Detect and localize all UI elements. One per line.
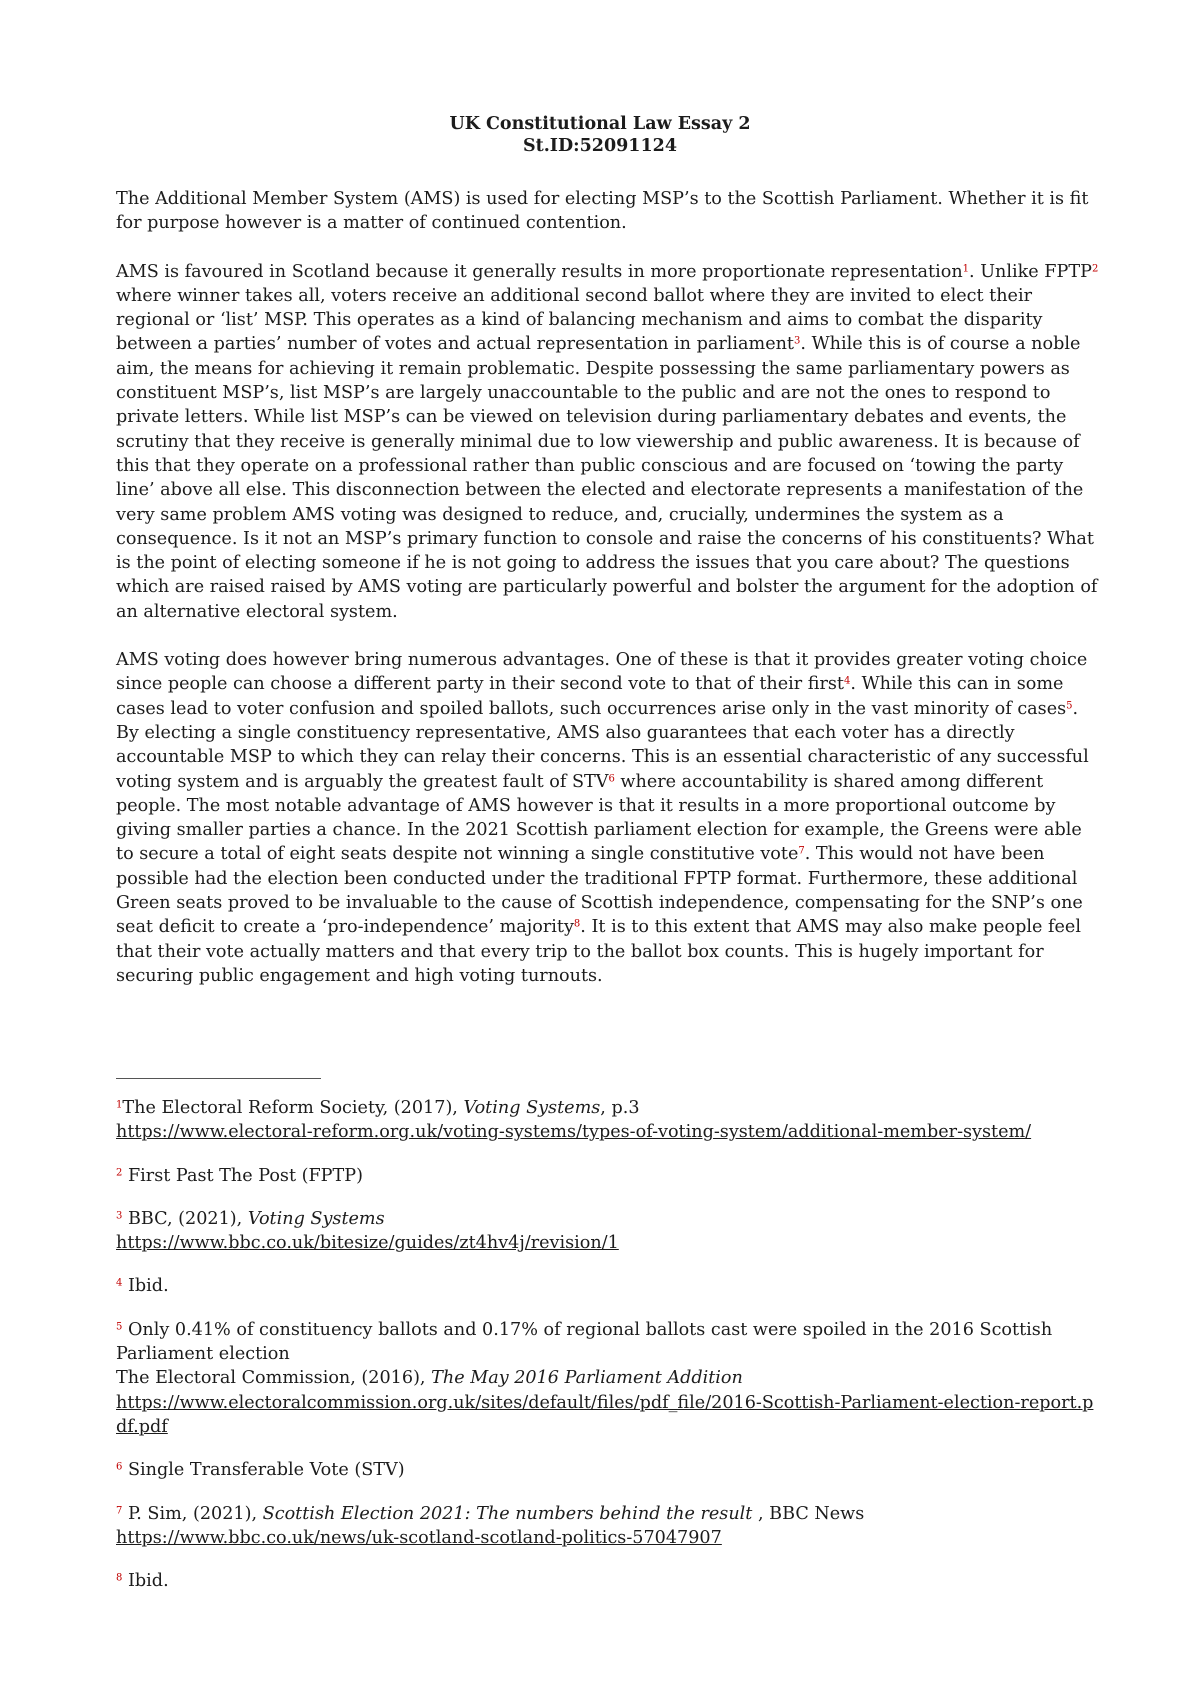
footnote-text: Single Transferable Vote (STV) bbox=[122, 1460, 405, 1481]
footnote-7 bbox=[116, 1502, 1096, 1551]
footnote-1 bbox=[116, 1096, 1096, 1145]
essay-body bbox=[116, 187, 1100, 1012]
footnote-ref-1[interactable]: 1 bbox=[962, 263, 970, 275]
footnote-title: Scottish Election 2021: The numbers behind the result bbox=[262, 1503, 753, 1524]
text-run: where accountability is shared among different people. The most notable advantage of AMS however is that it results in a more proportional outcome by giving smaller parties a chance. In the 2021 Scottish parliament election for example, the Greens were able to secure a total of eight seats despite not winning a single constitutive vote bbox=[116, 771, 1082, 865]
footnote-link[interactable]: https://www.electoral-reform.org.uk/voting-systems/types-of-voting-system/additional-member-system/ bbox=[116, 1122, 1032, 1143]
footnote-title: Voting Systems bbox=[463, 1098, 601, 1118]
footnote-number: 7 bbox=[116, 1505, 123, 1517]
footnote-ref-5[interactable]: 5 bbox=[1066, 700, 1073, 712]
footnote-ref-4[interactable]: 4 bbox=[844, 675, 851, 687]
text-run: . It is to this extent that AMS may also make people feel that their vote actually matters and that every trip to the ballot box counts. This is hugely important for securing public engagement and high voting turnouts. bbox=[116, 917, 1081, 986]
footnote-ref-6[interactable]: 6 bbox=[608, 773, 615, 785]
footnote-2 bbox=[116, 1164, 1096, 1188]
footnote-title: Voting Systems bbox=[247, 1208, 385, 1229]
footnote-title: The May 2016 Parliament Addition bbox=[431, 1368, 743, 1389]
footnote-ref-7[interactable]: 7 bbox=[798, 845, 805, 857]
document-title: UK Constitutional Law Essay 2 bbox=[449, 114, 751, 134]
footnote-number: 6 bbox=[116, 1461, 123, 1473]
footnote-text: BBC, (2021), bbox=[122, 1208, 248, 1229]
footnote-5 bbox=[116, 1318, 1096, 1439]
text-run: . While this can in some cases lead to voter confusion and spoiled ballots, such occurrences arise only in the vast minority of cases bbox=[116, 674, 1067, 719]
footnote-link[interactable]: https://www.electoralcommission.org.uk/sites/default/files/pdf_file/2016-Scottish-Parliament-election-report.pdf.pdf bbox=[116, 1392, 1094, 1437]
footnote-8 bbox=[116, 1569, 1096, 1593]
footnote-6 bbox=[116, 1458, 1096, 1482]
footnote-text: , BBC News bbox=[752, 1503, 865, 1524]
text-run: where winner takes all, voters receive an additional second ballot where they are invited to elect their regional or ‘list’ MSP. This operates as a kind of balancing mechanism and aims to combat the disparity between a parties’ number of votes and actual representation in parliament bbox=[116, 285, 1043, 355]
footnotes-section bbox=[116, 1096, 1096, 1612]
footnote-text: The Electoral Commission, (2016), bbox=[116, 1368, 432, 1389]
footnote-ref-2[interactable]: 2 bbox=[1091, 263, 1099, 275]
text-run: . While this is of course a noble aim, the means for achieving it remain problematic. Despite possessing the same parliamentary powers as constituent MSP’s, list MSP’s are largely unaccountable to the public and are not the ones to respond to private letters. While list MSP’s can be viewed on television during parliamentary debates and events, the scrutiny that they receive is generally minimal due to low viewership and public awareness. It is because of this that they operate on a professional rather than public conscious and are focused on ‘towing the party line’ above all else. This disconnection between the elected and electorate represents a manifestation of the very same problem AMS voting was designed to reduce, and, crucially, undermines the system as a consequence. Is it not an MSP’s primary function to console and raise the concerns of his constituents? What is the point of electing someone if he is not going to address the issues that you care about? The questions which are raised raised by AMS voting are particularly powerful and bolster the argument for the adoption of an alternative electoral system. bbox=[116, 334, 1098, 622]
footnote-number: 3 bbox=[116, 1210, 123, 1222]
document-header bbox=[0, 113, 1200, 157]
paragraph-disadvantages bbox=[116, 260, 1100, 624]
footnote-number: 2 bbox=[116, 1167, 123, 1179]
footnote-text: P. Sim, (2021), bbox=[122, 1503, 263, 1524]
text-run: . By electing a single constituency representative, AMS also guarantees that each voter has a directly accountable MSP to which they can relay their concerns. This is an essential characteristic of any successful voting system and is arguably the greatest fault of STV bbox=[116, 698, 1089, 792]
footnote-number: 5 bbox=[116, 1321, 123, 1333]
footnote-ref-3[interactable]: 3 bbox=[794, 335, 801, 347]
footnote-number: 1 bbox=[116, 1099, 123, 1111]
footnote-separator bbox=[116, 1078, 321, 1079]
text-run: AMS voting does however bring numerous advantages. One of these is that it provides greater voting choice since people can choose a different party in their second vote to that of their first bbox=[116, 650, 1088, 695]
footnote-number: 4 bbox=[116, 1277, 123, 1289]
footnote-text: First Past The Post (FPTP) bbox=[122, 1165, 363, 1186]
footnote-text: , p.3 bbox=[600, 1098, 640, 1118]
footnote-number: 8 bbox=[116, 1572, 123, 1584]
student-id: St.ID:52091124 bbox=[522, 136, 678, 156]
footnote-link[interactable]: https://www.bbc.co.uk/news/uk-scotland-scotland-politics-57047907 bbox=[116, 1527, 722, 1548]
footnote-ref-8[interactable]: 8 bbox=[573, 918, 581, 930]
footnote-text: Only 0.41% of constituency ballots and 0.17% of regional ballots cast were spoiled in the 2016 Scottish Parliament election bbox=[116, 1319, 1053, 1365]
footnote-3 bbox=[116, 1207, 1096, 1256]
footnote-text: Ibid. bbox=[122, 1571, 169, 1592]
paragraph-advantages bbox=[116, 648, 1100, 988]
text-run: AMS is favoured in Scotland because it generally results in more proportionate representation bbox=[116, 261, 963, 282]
footnote-link[interactable]: https://www.bbc.co.uk/bitesize/guides/zt4hv4j/revision/1 bbox=[116, 1233, 619, 1254]
text-run: . Unlike FPTP bbox=[969, 261, 1092, 282]
text-run: . This would not have been possible had the election been conducted under the traditional FPTP format. Furthermore, these additional Green seats proved to be invaluable to the cause of Scottish independence, compensating for the SNP’s one seat deficit to create a ‘pro-independence’ majority bbox=[116, 844, 1083, 938]
footnote-text: The Electoral Reform Society, (2017), bbox=[122, 1098, 464, 1118]
footnote-text: Ibid. bbox=[122, 1276, 169, 1297]
footnote-4 bbox=[116, 1274, 1096, 1298]
paragraph-intro: The Additional Member System (AMS) is used for electing MSP’s to the Scottish Parliament. Whether it is fit for purpose however is a matter of continued contention. bbox=[116, 189, 1089, 234]
